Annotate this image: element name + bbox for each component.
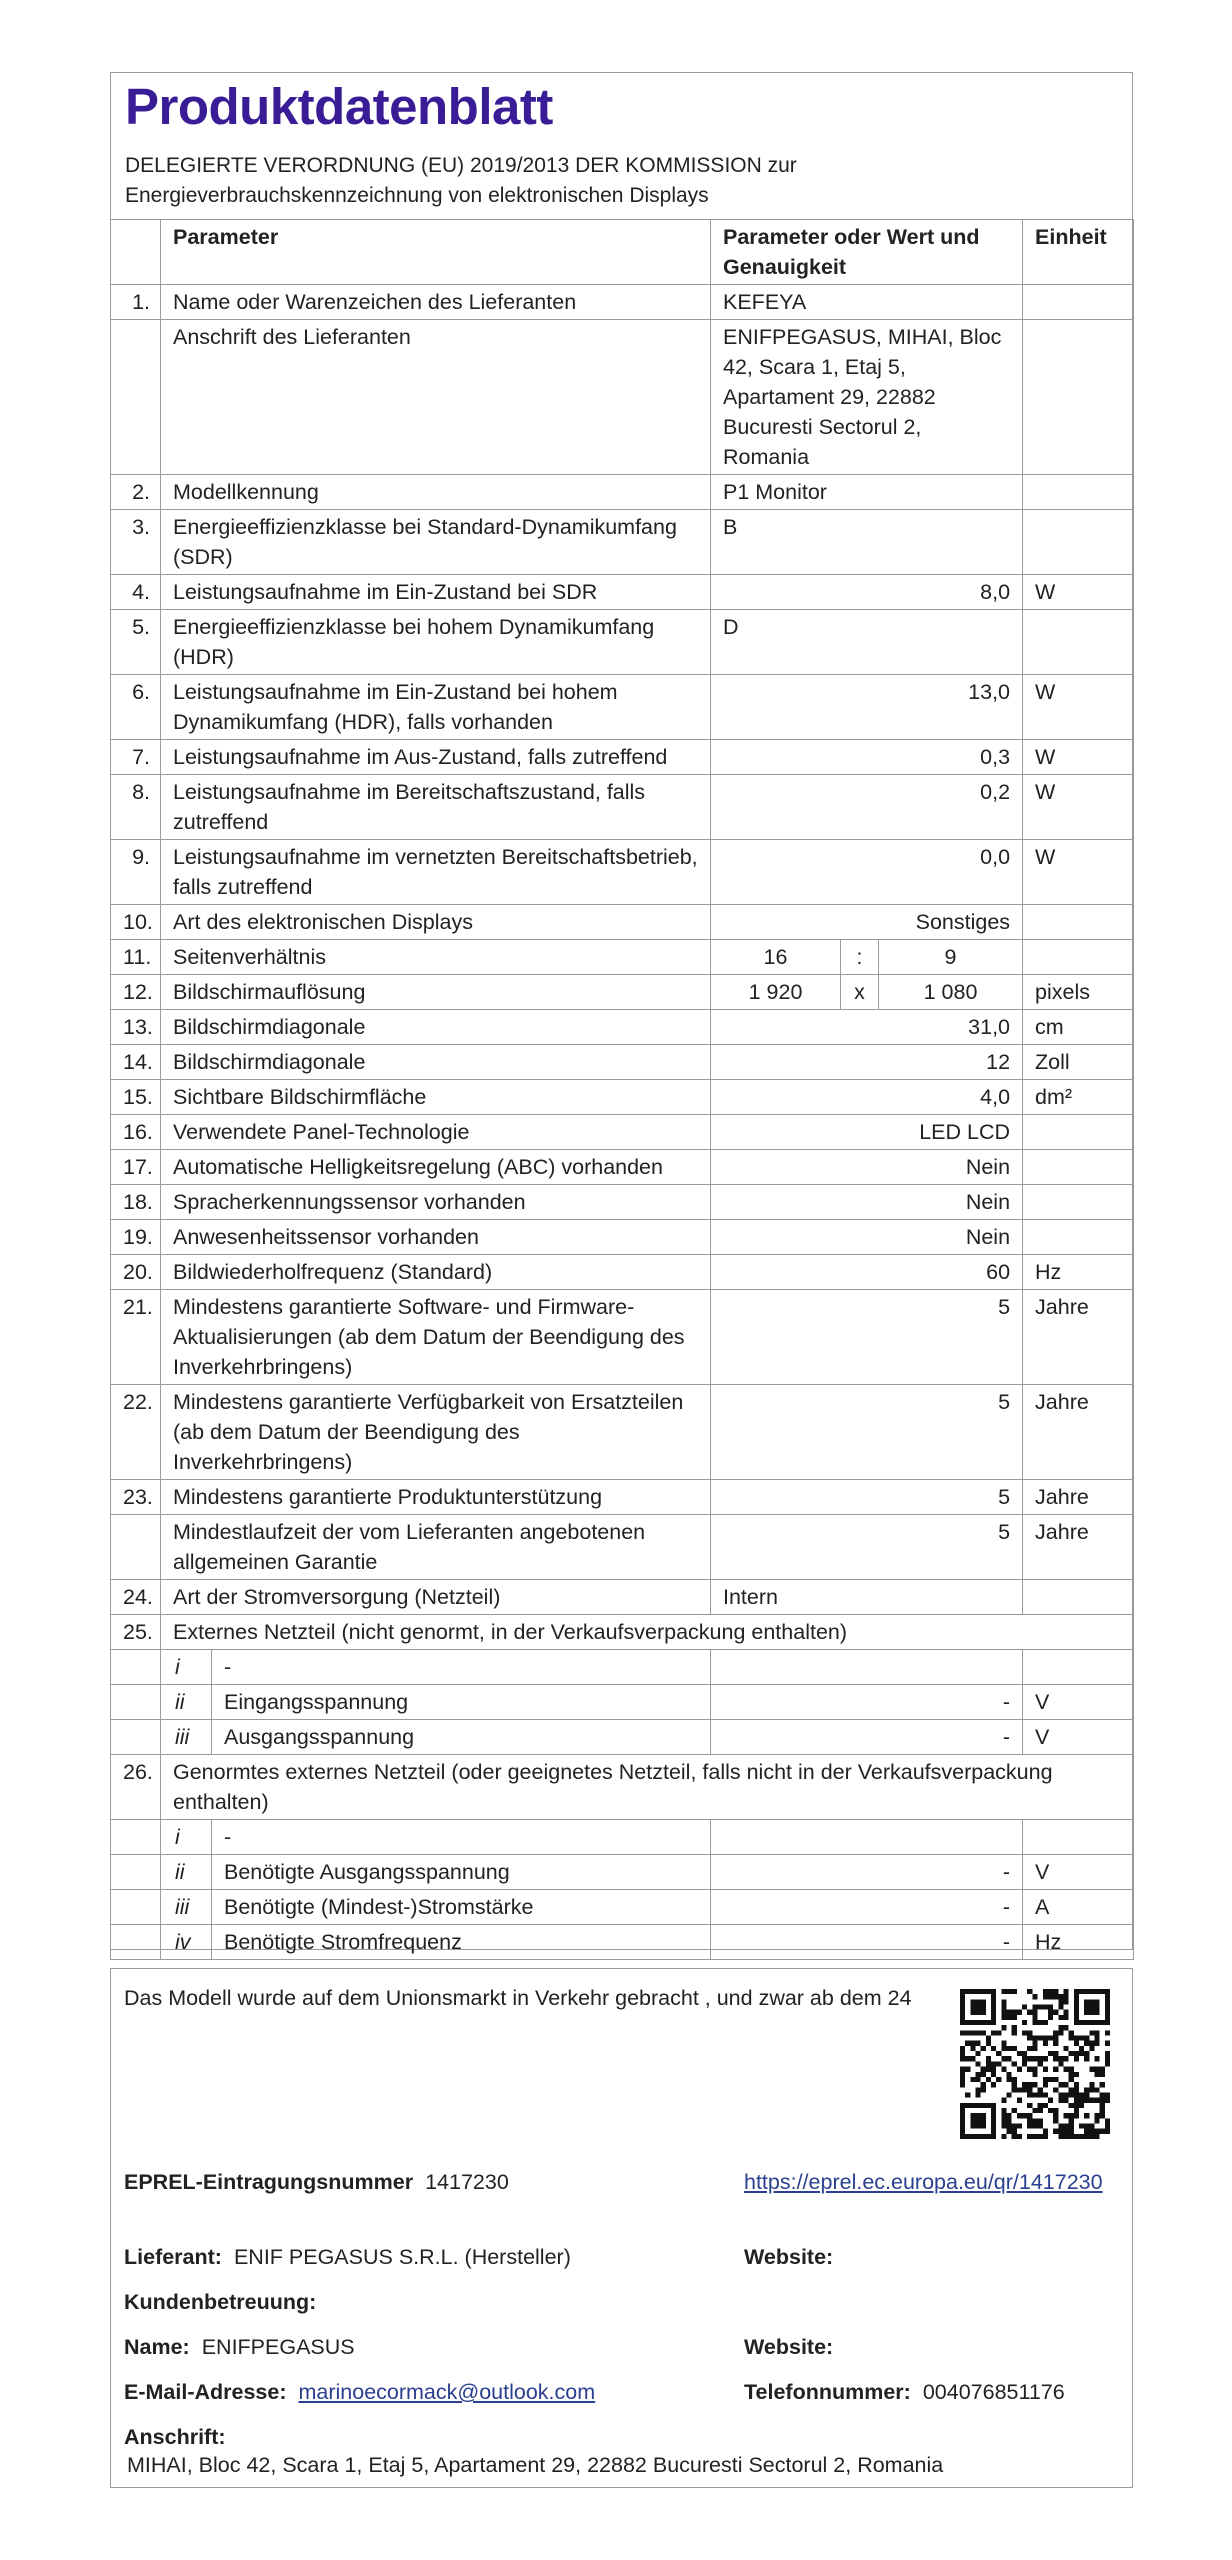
row-unit	[1023, 510, 1134, 575]
customer-service-label: Kundenbetreuung:	[124, 2290, 317, 2314]
row-label: Bildschirmauflösung	[161, 975, 711, 1010]
supplier-info-box	[110, 1968, 1133, 2488]
qr-code-icon[interactable]	[960, 1989, 1110, 2139]
table-row	[111, 1255, 1134, 1290]
page-title: Produktdatenblatt	[125, 78, 553, 135]
parameter-table	[110, 219, 1134, 1960]
row-value: 4,0	[711, 1080, 1023, 1115]
row-label: Verwendete Panel-Technologie	[161, 1115, 711, 1150]
row-label: Art des elektronischen Displays	[161, 905, 711, 940]
row-value-separator: :	[841, 940, 879, 975]
row-label: Anwesenheitssensor vorhanden	[161, 1220, 711, 1255]
sub-unit	[1023, 1650, 1134, 1685]
sub-label: Benötigte Ausgangsspannung	[212, 1855, 711, 1890]
row-value-b: 1 080	[879, 975, 1023, 1010]
row-number: 18.	[111, 1185, 161, 1220]
eprel-label: EPREL-Eintragungsnummer 1417230	[124, 2170, 509, 2194]
eprel-link[interactable]: https://eprel.ec.europa.eu/qr/1417230	[744, 2170, 1103, 2194]
sub-value: -	[711, 1720, 1023, 1755]
sub-unit	[1023, 1820, 1134, 1855]
row-value: 5	[711, 1385, 1023, 1480]
row-number: 12.	[111, 975, 161, 1010]
website-label: Website:	[744, 2245, 834, 2269]
header-value: Parameter oder Wert und Genauigkeit	[711, 220, 1023, 285]
row-number-empty	[111, 1650, 161, 1685]
sub-unit: V	[1023, 1685, 1134, 1720]
regulation-subtitle: DELEGIERTE VERORDNUNG (EU) 2019/2013 DER KOMMISSION zur Energieverbrauchskennzeichnung von elektronischen Displays	[125, 154, 797, 207]
row-number: 20.	[111, 1255, 161, 1290]
table-row	[111, 1515, 1134, 1580]
row-unit	[1023, 1220, 1134, 1255]
row-number: 7.	[111, 740, 161, 775]
row-number-empty	[111, 1855, 161, 1890]
table-row	[111, 1185, 1134, 1220]
row-number-empty	[111, 1820, 161, 1855]
row-label: Bildschirmdiagonale	[161, 1010, 711, 1045]
row-value: 31,0	[711, 1010, 1023, 1045]
row-value-a: 1 920	[711, 975, 841, 1010]
row-unit: Zoll	[1023, 1045, 1134, 1080]
row-value: 5	[711, 1290, 1023, 1385]
row-number-empty	[111, 1685, 161, 1720]
row-unit: cm	[1023, 1010, 1134, 1045]
phone-number: 004076851176	[922, 2380, 1065, 2404]
row-label: Energieeffizienzklasse bei hohem Dynamikumfang (HDR)	[161, 610, 711, 675]
row-value: ENIFPEGASUS, MIHAI, Bloc 42, Scara 1, Etaj 5, Apartament 29, 22882 Bucuresti Sectorul 2, Romania	[711, 320, 1023, 475]
psu-heading-row	[111, 1615, 1134, 1650]
row-label: Seitenverhältnis	[161, 940, 711, 975]
row-value-a: 16	[711, 940, 841, 975]
sub-unit: Hz	[1023, 1925, 1134, 1960]
row-value: 0,0	[711, 840, 1023, 905]
table-row	[111, 840, 1134, 905]
sub-value	[711, 1820, 1023, 1855]
row-number: 4.	[111, 575, 161, 610]
table-row	[111, 510, 1134, 575]
table-row	[111, 940, 1134, 975]
row-value: 60	[711, 1255, 1023, 1290]
row-value-separator: x	[841, 975, 879, 1010]
sub-unit: A	[1023, 1890, 1134, 1925]
sub-unit: V	[1023, 1720, 1134, 1755]
row-value: 0,3	[711, 740, 1023, 775]
row-number: 19.	[111, 1220, 161, 1255]
table-row	[111, 905, 1134, 940]
row-unit: W	[1023, 575, 1134, 610]
row-label: Mindestens garantierte Verfügbarkeit von Ersatzteilen (ab dem Datum der Beendigung des Inverkehrbringens)	[161, 1385, 711, 1480]
table-row	[111, 1580, 1134, 1615]
table-row	[111, 1150, 1134, 1185]
sub-value: -	[711, 1855, 1023, 1890]
table-row	[111, 1115, 1134, 1150]
row-value: 0,2	[711, 775, 1023, 840]
table-row	[111, 1480, 1134, 1515]
table-row	[111, 740, 1134, 775]
sub-label: Eingangsspannung	[212, 1685, 711, 1720]
row-unit	[1023, 475, 1134, 510]
row-number: 14.	[111, 1045, 161, 1080]
row-value: Nein	[711, 1150, 1023, 1185]
row-unit	[1023, 1115, 1134, 1150]
sub-label: Ausgangsspannung	[212, 1720, 711, 1755]
row-unit	[1023, 320, 1134, 475]
psu-sub-row	[111, 1650, 1134, 1685]
row-number-empty	[111, 1925, 161, 1960]
sub-unit: V	[1023, 1855, 1134, 1890]
row-unit: dm²	[1023, 1080, 1134, 1115]
row-label: Sichtbare Bildschirmfläche	[161, 1080, 711, 1115]
table-row	[111, 575, 1134, 610]
row-value: Sonstiges	[711, 905, 1023, 940]
table-row	[111, 1080, 1134, 1115]
row-number: 26.	[111, 1755, 161, 1820]
row-value: P1 Monitor	[711, 475, 1023, 510]
sub-index: i	[161, 1650, 212, 1685]
header-parameter: Parameter	[161, 220, 711, 285]
row-number: 6.	[111, 675, 161, 740]
supplier-name: ENIF PEGASUS S.R.L. (Hersteller)	[233, 2245, 571, 2269]
row-number: 16.	[111, 1115, 161, 1150]
sub-value: -	[711, 1685, 1023, 1720]
row-label: Modellkennung	[161, 475, 711, 510]
row-number: 11.	[111, 940, 161, 975]
row-number: 22.	[111, 1385, 161, 1480]
row-value: KEFEYA	[711, 285, 1023, 320]
table-header-row	[111, 220, 1134, 285]
row-unit: Jahre	[1023, 1290, 1134, 1385]
row-number: 2.	[111, 475, 161, 510]
row-value: Nein	[711, 1185, 1023, 1220]
row-label: Bildschirmdiagonale	[161, 1045, 711, 1080]
row-number: 25.	[111, 1615, 161, 1650]
contact-name-line: Name: ENIFPEGASUS	[124, 2335, 355, 2359]
supplier-line: Lieferant: ENIF PEGASUS S.R.L. (Hersteller)	[124, 2245, 571, 2269]
row-label: Art der Stromversorgung (Netzteil)	[161, 1580, 711, 1615]
header-unit: Einheit	[1023, 220, 1134, 285]
email-line: E-Mail-Adresse: marinoecormack@outlook.com	[124, 2380, 596, 2404]
sub-label: Benötigte (Mindest-)Stromstärke	[212, 1890, 711, 1925]
sub-index: iii	[161, 1890, 212, 1925]
row-unit	[1023, 940, 1134, 975]
sub-label: -	[212, 1650, 711, 1685]
table-row	[111, 1010, 1134, 1045]
row-value: B	[711, 510, 1023, 575]
sub-label: -	[212, 1820, 711, 1855]
table-row	[111, 320, 1134, 475]
row-unit	[1023, 1150, 1134, 1185]
address-label: Anschrift:	[124, 2425, 226, 2449]
row-value: 8,0	[711, 575, 1023, 610]
row-label: Mindestlaufzeit der vom Lieferanten angebotenen allgemeinen Garantie	[161, 1515, 711, 1580]
address-value: MIHAI, Bloc 42, Scara 1, Etaj 5, Apartament 29, 22882 Bucuresti Sectorul 2, Romania	[127, 2453, 944, 2477]
row-value: 13,0	[711, 675, 1023, 740]
row-value: LED LCD	[711, 1115, 1023, 1150]
row-number: 9.	[111, 840, 161, 905]
product-data-sheet	[110, 72, 1133, 1954]
psu-sub-row	[111, 1685, 1134, 1720]
row-value-b: 9	[879, 940, 1023, 975]
row-label: Leistungsaufnahme im Ein-Zustand bei hohem Dynamikumfang (HDR), falls vorhanden	[161, 675, 711, 740]
row-label: Automatische Helligkeitsregelung (ABC) vorhanden	[161, 1150, 711, 1185]
row-value: 5	[711, 1480, 1023, 1515]
row-unit: W	[1023, 675, 1134, 740]
sub-index: i	[161, 1820, 212, 1855]
row-value: 12	[711, 1045, 1023, 1080]
sub-value: -	[711, 1925, 1023, 1960]
psu-heading-label: Genormtes externes Netzteil (oder geeignetes Netzteil, falls nicht in der Verkaufsverpackung enthalten)	[161, 1755, 1134, 1820]
table-row	[111, 475, 1134, 510]
email-link[interactable]: marinoecormack@outlook.com	[298, 2380, 596, 2404]
psu-sub-row	[111, 1720, 1134, 1755]
table-row	[111, 775, 1134, 840]
row-number-empty	[111, 1720, 161, 1755]
phone-line: Telefonnummer: 004076851176	[744, 2380, 1065, 2404]
sub-index: ii	[161, 1855, 212, 1890]
row-unit	[1023, 1580, 1134, 1615]
table-row	[111, 285, 1134, 320]
table-row	[111, 675, 1134, 740]
row-label: Name oder Warenzeichen des Lieferanten	[161, 285, 711, 320]
row-number: 8.	[111, 775, 161, 840]
psu-heading-row	[111, 1755, 1134, 1820]
row-unit: W	[1023, 740, 1134, 775]
row-number: 1.	[111, 285, 161, 320]
row-label: Leistungsaufnahme im Aus-Zustand, falls zutreffend	[161, 740, 711, 775]
row-label: Leistungsaufnahme im Bereitschaftszustand, falls zutreffend	[161, 775, 711, 840]
row-unit: Jahre	[1023, 1385, 1134, 1480]
row-unit	[1023, 1185, 1134, 1220]
eprel-number: 1417230	[425, 2170, 509, 2194]
row-unit	[1023, 905, 1134, 940]
market-date-text: Das Modell wurde auf dem Unionsmarkt in Verkehr gebracht , und zwar ab dem 24	[124, 1986, 912, 2010]
row-unit: pixels	[1023, 975, 1134, 1010]
row-number: 23.	[111, 1480, 161, 1515]
row-label: Leistungsaufnahme im Ein-Zustand bei SDR	[161, 575, 711, 610]
sub-index: iv	[161, 1925, 212, 1960]
row-unit	[1023, 610, 1134, 675]
psu-heading-label: Externes Netzteil (nicht genormt, in der Verkaufsverpackung enthalten)	[161, 1615, 1134, 1650]
row-number: 3.	[111, 510, 161, 575]
row-value: 5	[711, 1515, 1023, 1580]
sub-index: iii	[161, 1720, 212, 1755]
table-row	[111, 1385, 1134, 1480]
row-label: Mindestens garantierte Produktunterstützung	[161, 1480, 711, 1515]
table-row	[111, 1290, 1134, 1385]
table-row	[111, 610, 1134, 675]
row-number: 21.	[111, 1290, 161, 1385]
row-unit	[1023, 285, 1134, 320]
contact-name: ENIFPEGASUS	[201, 2335, 355, 2359]
row-label: Leistungsaufnahme im vernetzten Bereitschaftsbetrieb, falls zutreffend	[161, 840, 711, 905]
row-number: 15.	[111, 1080, 161, 1115]
psu-sub-row	[111, 1855, 1134, 1890]
table-row	[111, 1220, 1134, 1255]
sub-value	[711, 1650, 1023, 1685]
row-number: 17.	[111, 1150, 161, 1185]
row-unit: W	[1023, 775, 1134, 840]
table-row	[111, 975, 1134, 1010]
row-number	[111, 320, 161, 475]
sub-value: -	[711, 1890, 1023, 1925]
row-number: 5.	[111, 610, 161, 675]
row-unit: W	[1023, 840, 1134, 905]
row-unit: Jahre	[1023, 1480, 1134, 1515]
psu-sub-row	[111, 1890, 1134, 1925]
row-label: Spracherkennungssensor vorhanden	[161, 1185, 711, 1220]
table-row	[111, 1045, 1134, 1080]
row-value: Intern	[711, 1580, 1023, 1615]
header-num-cell	[111, 220, 161, 285]
row-label: Energieeffizienzklasse bei Standard-Dynamikumfang (SDR)	[161, 510, 711, 575]
row-label: Bildwiederholfrequenz (Standard)	[161, 1255, 711, 1290]
row-number: 10.	[111, 905, 161, 940]
row-number: 13.	[111, 1010, 161, 1045]
psu-sub-row	[111, 1820, 1134, 1855]
row-value: Nein	[711, 1220, 1023, 1255]
sub-label: Benötigte Stromfrequenz	[212, 1925, 711, 1960]
row-unit: Jahre	[1023, 1515, 1134, 1580]
row-number: 24.	[111, 1580, 161, 1615]
website-label-2: Website:	[744, 2335, 834, 2359]
row-number	[111, 1515, 161, 1580]
row-label: Mindestens garantierte Software- und Firmware-Aktualisierungen (ab dem Datum der Beendigung des Inverkehrbringens)	[161, 1290, 711, 1385]
row-value: D	[711, 610, 1023, 675]
sub-index: ii	[161, 1685, 212, 1720]
row-label: Anschrift des Lieferanten	[161, 320, 711, 475]
psu-sub-row	[111, 1925, 1134, 1960]
row-number-empty	[111, 1890, 161, 1925]
row-unit: Hz	[1023, 1255, 1134, 1290]
